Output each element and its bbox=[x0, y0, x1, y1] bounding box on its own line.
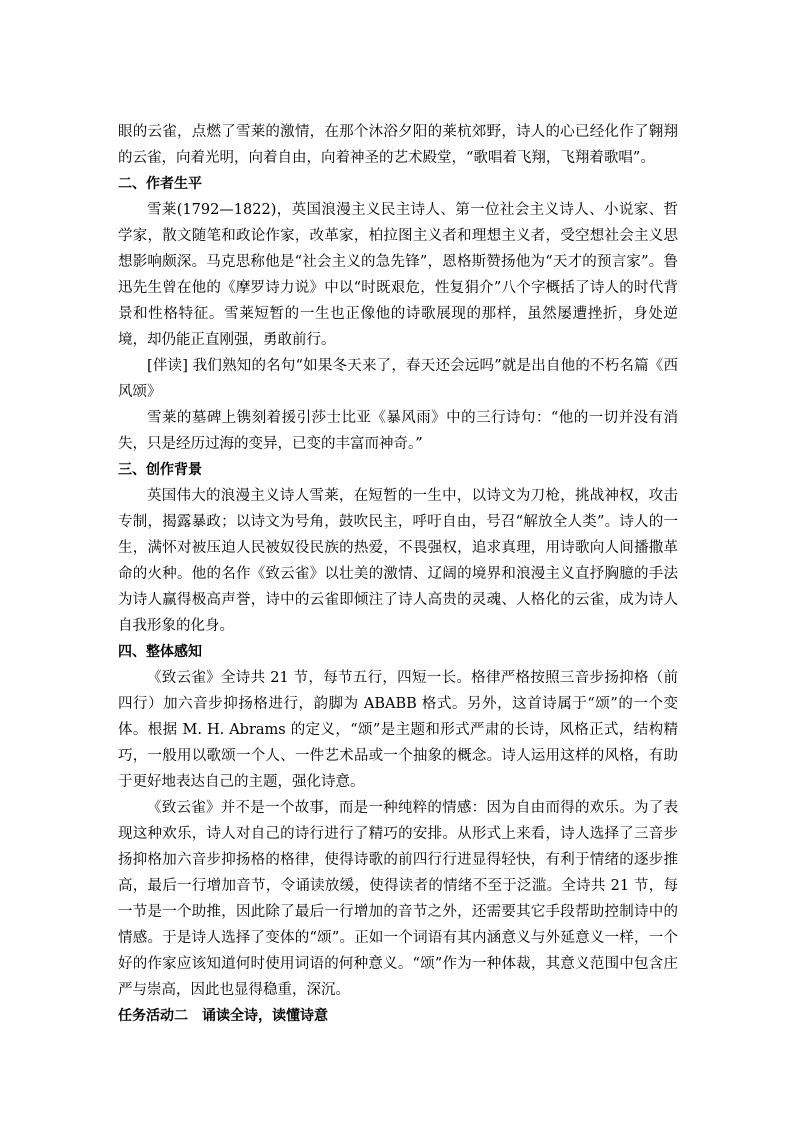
section-heading-overall: 四、整体感知 bbox=[118, 644, 202, 660]
section-heading-author: 二、作者生平 bbox=[118, 176, 202, 192]
background-paragraph: 英国伟大的浪漫主义诗人雪莱，在短暂的一生中，以诗文为刀枪，挑战神权，攻击专制，揭露暴政；以诗文为号角，鼓吹民主，呼吁自由，号召“解放全人类”。诗人的一生，满怀对被压迫人民被奴役民族的热爱，不畏强权，追求真理，用诗歌向人间播撒革命的火种。他的名作《致云雀》以壮美的激情、辽阔的境界和浪漫主义直抒胸臆的手法为诗人赢得极高声誉，诗中的云雀即倾注了诗人高贵的灵魂、人格化的云雀，成为诗人自我形象的化身。 bbox=[118, 488, 678, 634]
epitaph-paragraph: 雪莱的墓碑上镌刻着援引莎士比亚《暴风雨》中的三行诗句：“他的一切并没有消失，只是经历过海的变异，已变的丰富而神奇。” bbox=[118, 410, 678, 452]
overall-paragraph-2: 《致云雀》并不是一个故事，而是一种纯粹的情感：因为自由而得的欢乐。为了表现这种欢乐，诗人对自己的诗行进行了精巧的安排。从形式上来看，诗人选择了三音步扬抑格加六音步抑扬格的格律，使得诗歌的前四行行进显得轻快，有利于情绪的逐步推高，最后一行增加音节，令诵读放缓，使得读者的情绪不至于泛滥。全诗共 21 节，每一节是一个助推，因此除了最后一行增加的音节之外，还需要其它手段帮助控制诗中的情感。于是诗人选择了变体的“颂”。正如一个词语有其内涵意义与外延意义一样，一个好的作家应该知道何时使用词语的何种意义。“颂”作为一种体裁，其意义范围中包含庄严与崇高，因此也显得稳重，深沉。 bbox=[118, 800, 678, 998]
task-activity-heading: 任务活动二 诵读全诗，读懂诗意 bbox=[118, 1008, 328, 1024]
overall-paragraph-1: 《致云雀》全诗共 21 节，每节五行，四短一长。格律严格按照三音步扬抑格（前四行）加六音步抑扬格进行，韵脚为 ABABB 格式。另外，这首诗属于“颂”的一个变体。根据 M. H. Abrams 的定义，“颂”是主题和形式严肃的长诗，风格正式，结构精巧，一般用以歌颂一个人、一件艺术品或一个抽象的概念。诗人运用这样的风格，有助于更好地表达自己的主题，强化诗意。 bbox=[118, 670, 678, 790]
intro-paragraph: 眼的云雀，点燃了雪莱的激情，在那个沐浴夕阳的莱杭郊野，诗人的心已经化作了翱翔的云雀，向着光明，向着自由，向着神圣的艺术殿堂，“歌唱着飞翔，飞翔着歌唱”。 bbox=[118, 124, 678, 166]
section-heading-background: 三、创作背景 bbox=[118, 462, 202, 478]
author-paragraph: 雪莱(1792—1822)，英国浪漫主义民主诗人、第一位社会主义诗人、小说家、哲学家，散文随笔和政论作家，改革家，柏拉图主义者和理想主义者，受空想社会主义思想影响颇深。马克思称他是“社会主义的急先锋”，恩格斯赞扬他为“天才的预言家”。鲁迅先生曾在他的《摩罗诗力说》中以“时既艰危，性复狷介”八个字概括了诗人的时代背景和性格特征。雪莱短暂的一生也正像他的诗歌展现的那样，虽然屡遭挫折，身处逆境，却仍能正直刚强，勇敢前行。 bbox=[118, 202, 678, 348]
document-page bbox=[118, 119, 678, 1029]
companion-reading-paragraph: [伴读] 我们熟知的名句“如果冬天来了，春天还会远吗”就是出自他的不朽名篇《西风颂》 bbox=[118, 358, 678, 400]
